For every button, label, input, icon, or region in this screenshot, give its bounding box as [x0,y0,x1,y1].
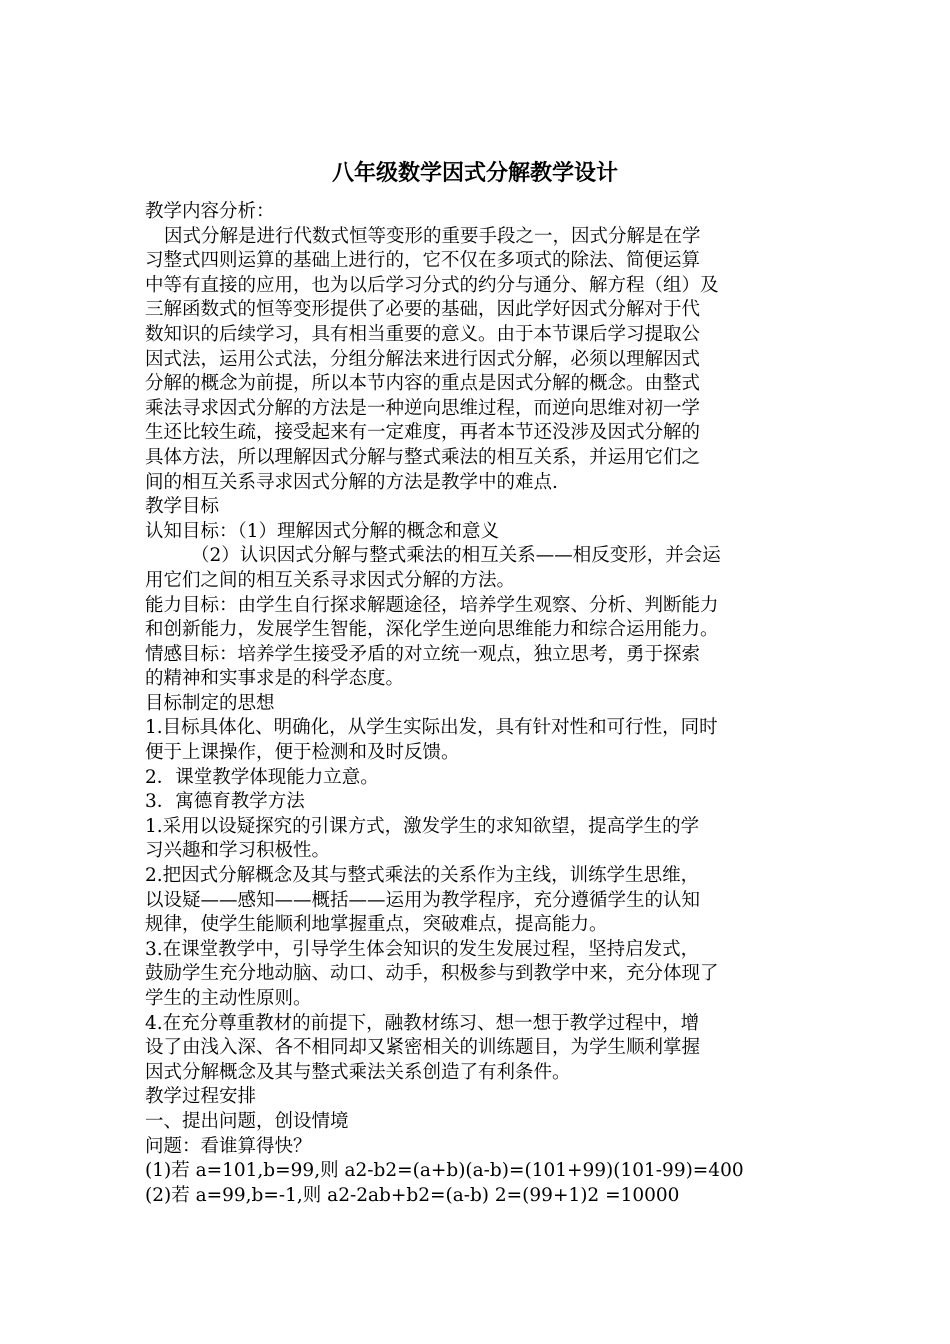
text-line: 生还比较生疏，接受起来有一定难度，再者本节还没涉及因式分解的 [145,422,701,444]
text-line: 和创新能力，发展学生智能，深化学生逆向思维能力和综合运用能力。 [145,619,719,641]
text-line: 习兴趣和学习积极性。 [145,840,331,862]
text-line: 习整式四则运算的基础上进行的，它不仅在多项式的除法、简便运算 [145,250,701,272]
text-line: (1)若 a=101,b=99,则 a2-b2=(a+b)(a-b)=(101+99)(101-99)=400 [145,1160,744,1182]
text-line: 中等有直接的应用，也为以后学习分式的约分与通分、解方程（组）及 [145,274,719,296]
text-line: 学生的主动性原则。 [145,988,312,1009]
text-line: 1.目标具体化、明确化，从学生实际出发，具有针对性和可行性，同时 [145,717,718,739]
text-line: 教学过程安排 [145,1086,257,1108]
text-line: 便于上课操作，便于检测和及时反馈。 [145,742,460,764]
text-line: 3．寓德育教学方法 [145,791,305,813]
text-line: 间的相互关系寻求因式分解的方法是教学中的难点. [145,471,558,493]
text-line: （2）认识因式分解与整式乘法的相互关系——相反变形，并会运 [191,545,721,567]
text-line: 1.采用以设疑探究的引课方式，激发学生的求知欲望，提高学生的学 [145,815,700,837]
text-line: 的精神和实事求是的科学态度。 [145,668,405,690]
text-line: 能力目标：由学生自行探求解题途径，培养学生观察、分析、判断能力 [145,594,719,616]
text-line: 因式分解概念及其与整式乘法关系创造了有利条件。 [145,1061,571,1083]
text-line: 设了由浅入深、各不相同却又紧密相关的训练题目，为学生顺利掌握 [145,1037,701,1059]
text-line: 2.把因式分解概念及其与整式乘法的关系作为主线，训练学生思维， [145,865,700,887]
text-line: 三解函数式的恒等变形提供了必要的基础，因此学好因式分解对于代 [145,299,701,321]
text-line: 分解的概念为前提，所以本节内容的重点是因式分解的概念。由整式 [145,373,701,395]
text-line: 乘法寻求因式分解的方法是一种逆向思维过程，而逆向思维对初一学 [145,397,701,419]
text-line: 鼓励学生充分地动脑、动口、动手，积极参与到教学中来，充分体现了 [145,963,719,985]
text-line: 教学目标 [145,496,220,518]
text-line: 数知识的后续学习，具有相当重要的意义。由于本节课后学习提取公 [145,323,701,345]
text-line: 用它们之间的相互关系寻求因式分解的方法。 [145,569,516,591]
text-line: 因式分解是进行代数式恒等变形的重要手段之一，因式分解是在学 [164,225,701,247]
text-line: 3.在课堂教学中，引导学生体会知识的发生发展过程，坚持启发式， [145,938,700,960]
text-line: 以设疑——感知——概括——运用为教学程序，充分遵循学生的认知 [145,889,701,911]
text-line: 2．课堂教学体现能力立意。 [145,766,379,788]
text-line: 认知目标：（1）理解因式分解的概念和意义 [145,520,500,542]
text-line: 情感目标：培养学生接受矛盾的对立统一观点，独立思考，勇于探索 [145,643,701,665]
document-body [145,200,817,1208]
text-line: 因式法，运用公式法，分组分解法来进行因式分解，必须以理解因式 [145,348,701,370]
text-line: 具体方法，所以理解因式分解与整式乘法的相互关系，并运用它们之 [145,446,701,468]
text-line: 4.在充分尊重教材的前提下，融教材练习、想一想于教学过程中，增 [145,1012,700,1034]
text-line: 一、提出问题，创设情境 [145,1110,349,1132]
text-line: 目标制定的思想 [145,692,275,714]
text-line: 问题：看谁算得快？ [145,1135,312,1157]
text-line: (2)若 a=99,b=-1,则 a2-2ab+b2=(a-b) 2=(99+1)2 =10000 [145,1184,680,1206]
document-title: 八年级数学因式分解教学设计 [331,161,618,186]
text-line: 规律，使学生能顺利地掌握重点，突破难点，提高能力。 [145,914,608,936]
text-line: 教学内容分析： [145,201,275,222]
